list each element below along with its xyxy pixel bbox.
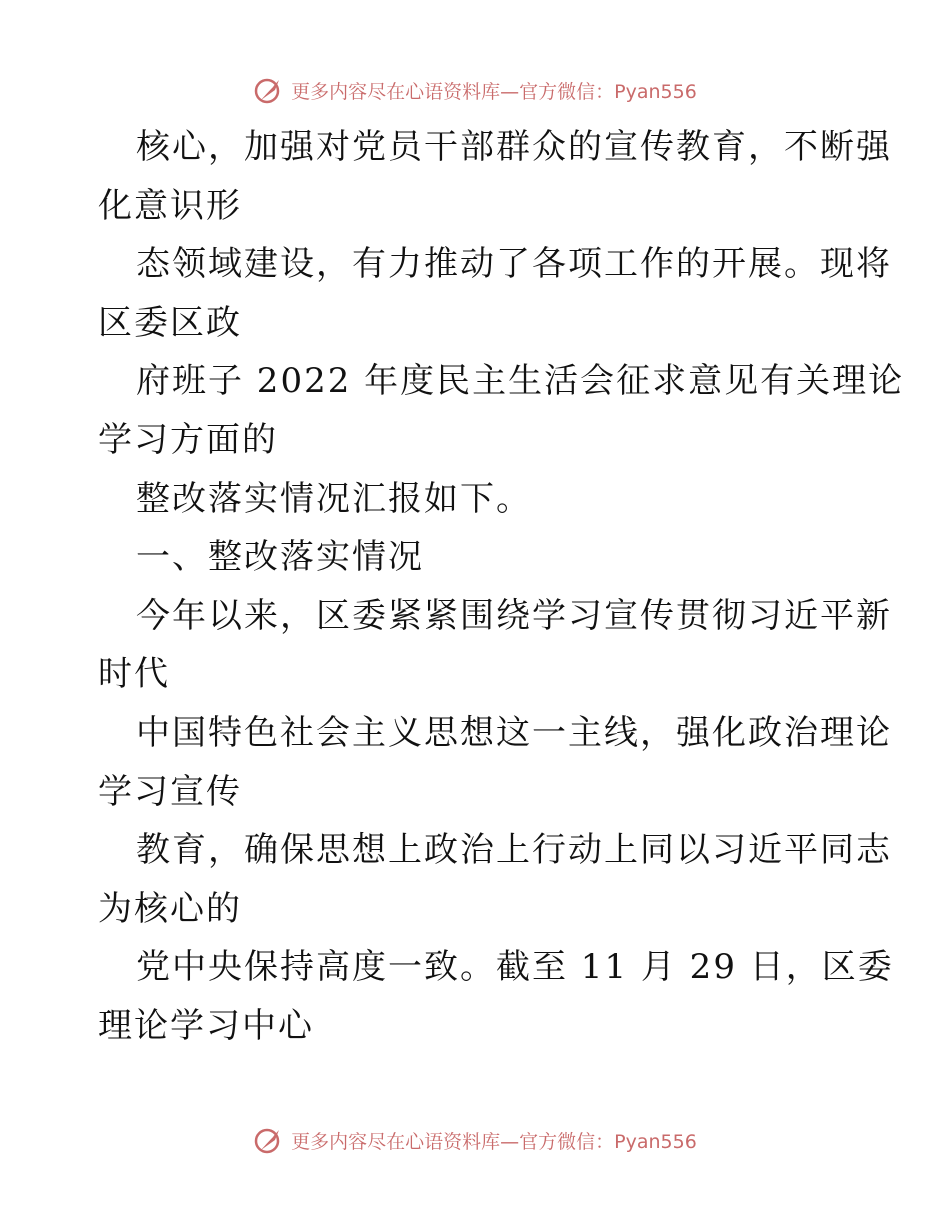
body-text-line: 区委区政 — [98, 302, 242, 343]
body-text-line: 一、整改落实情况 — [136, 537, 424, 578]
watermark-text: 更多内容尽在心语资料库—官方微信：Pyan556 — [291, 1130, 697, 1153]
body-text-line: 府班子 2022 年度民主生活会征求意见有关理论 — [136, 361, 905, 402]
body-text-line: 今年以来，区委紧紧围绕学习宣传贯彻习近平新 — [136, 595, 892, 636]
body-text-line: 为核心的 — [98, 888, 242, 929]
body-text-line: 学习方面的 — [98, 419, 278, 460]
body-text-line: 态领域建设，有力推动了各项工作的开展。现将 — [136, 244, 892, 285]
header-watermark — [0, 70, 950, 110]
body-text-line: 时代 — [98, 654, 170, 695]
document-body — [98, 118, 905, 1056]
feather-logo-icon — [253, 74, 285, 106]
watermark-text: 更多内容尽在心语资料库—官方微信：Pyan556 — [291, 80, 697, 103]
body-text-line: 教育，确保思想上政治上行动上同以习近平同志 — [136, 830, 892, 871]
footer-watermark — [0, 1120, 950, 1160]
body-text-line: 化意识形 — [98, 185, 242, 226]
body-text-line: 中国特色社会主义思想这一主线，强化政治理论 — [136, 712, 892, 753]
body-text-line: 整改落实情况汇报如下。 — [136, 478, 532, 519]
body-text-line: 核心，加强对党员干部群众的宣传教育，不断强 — [136, 127, 892, 167]
feather-logo-icon — [253, 1124, 285, 1156]
body-text-line: 学习宣传 — [98, 771, 242, 812]
body-text-line: 党中央保持高度一致。截至 11 月 29 日，区委 — [136, 947, 894, 988]
body-text-line: 理论学习中心 — [98, 1005, 314, 1046]
